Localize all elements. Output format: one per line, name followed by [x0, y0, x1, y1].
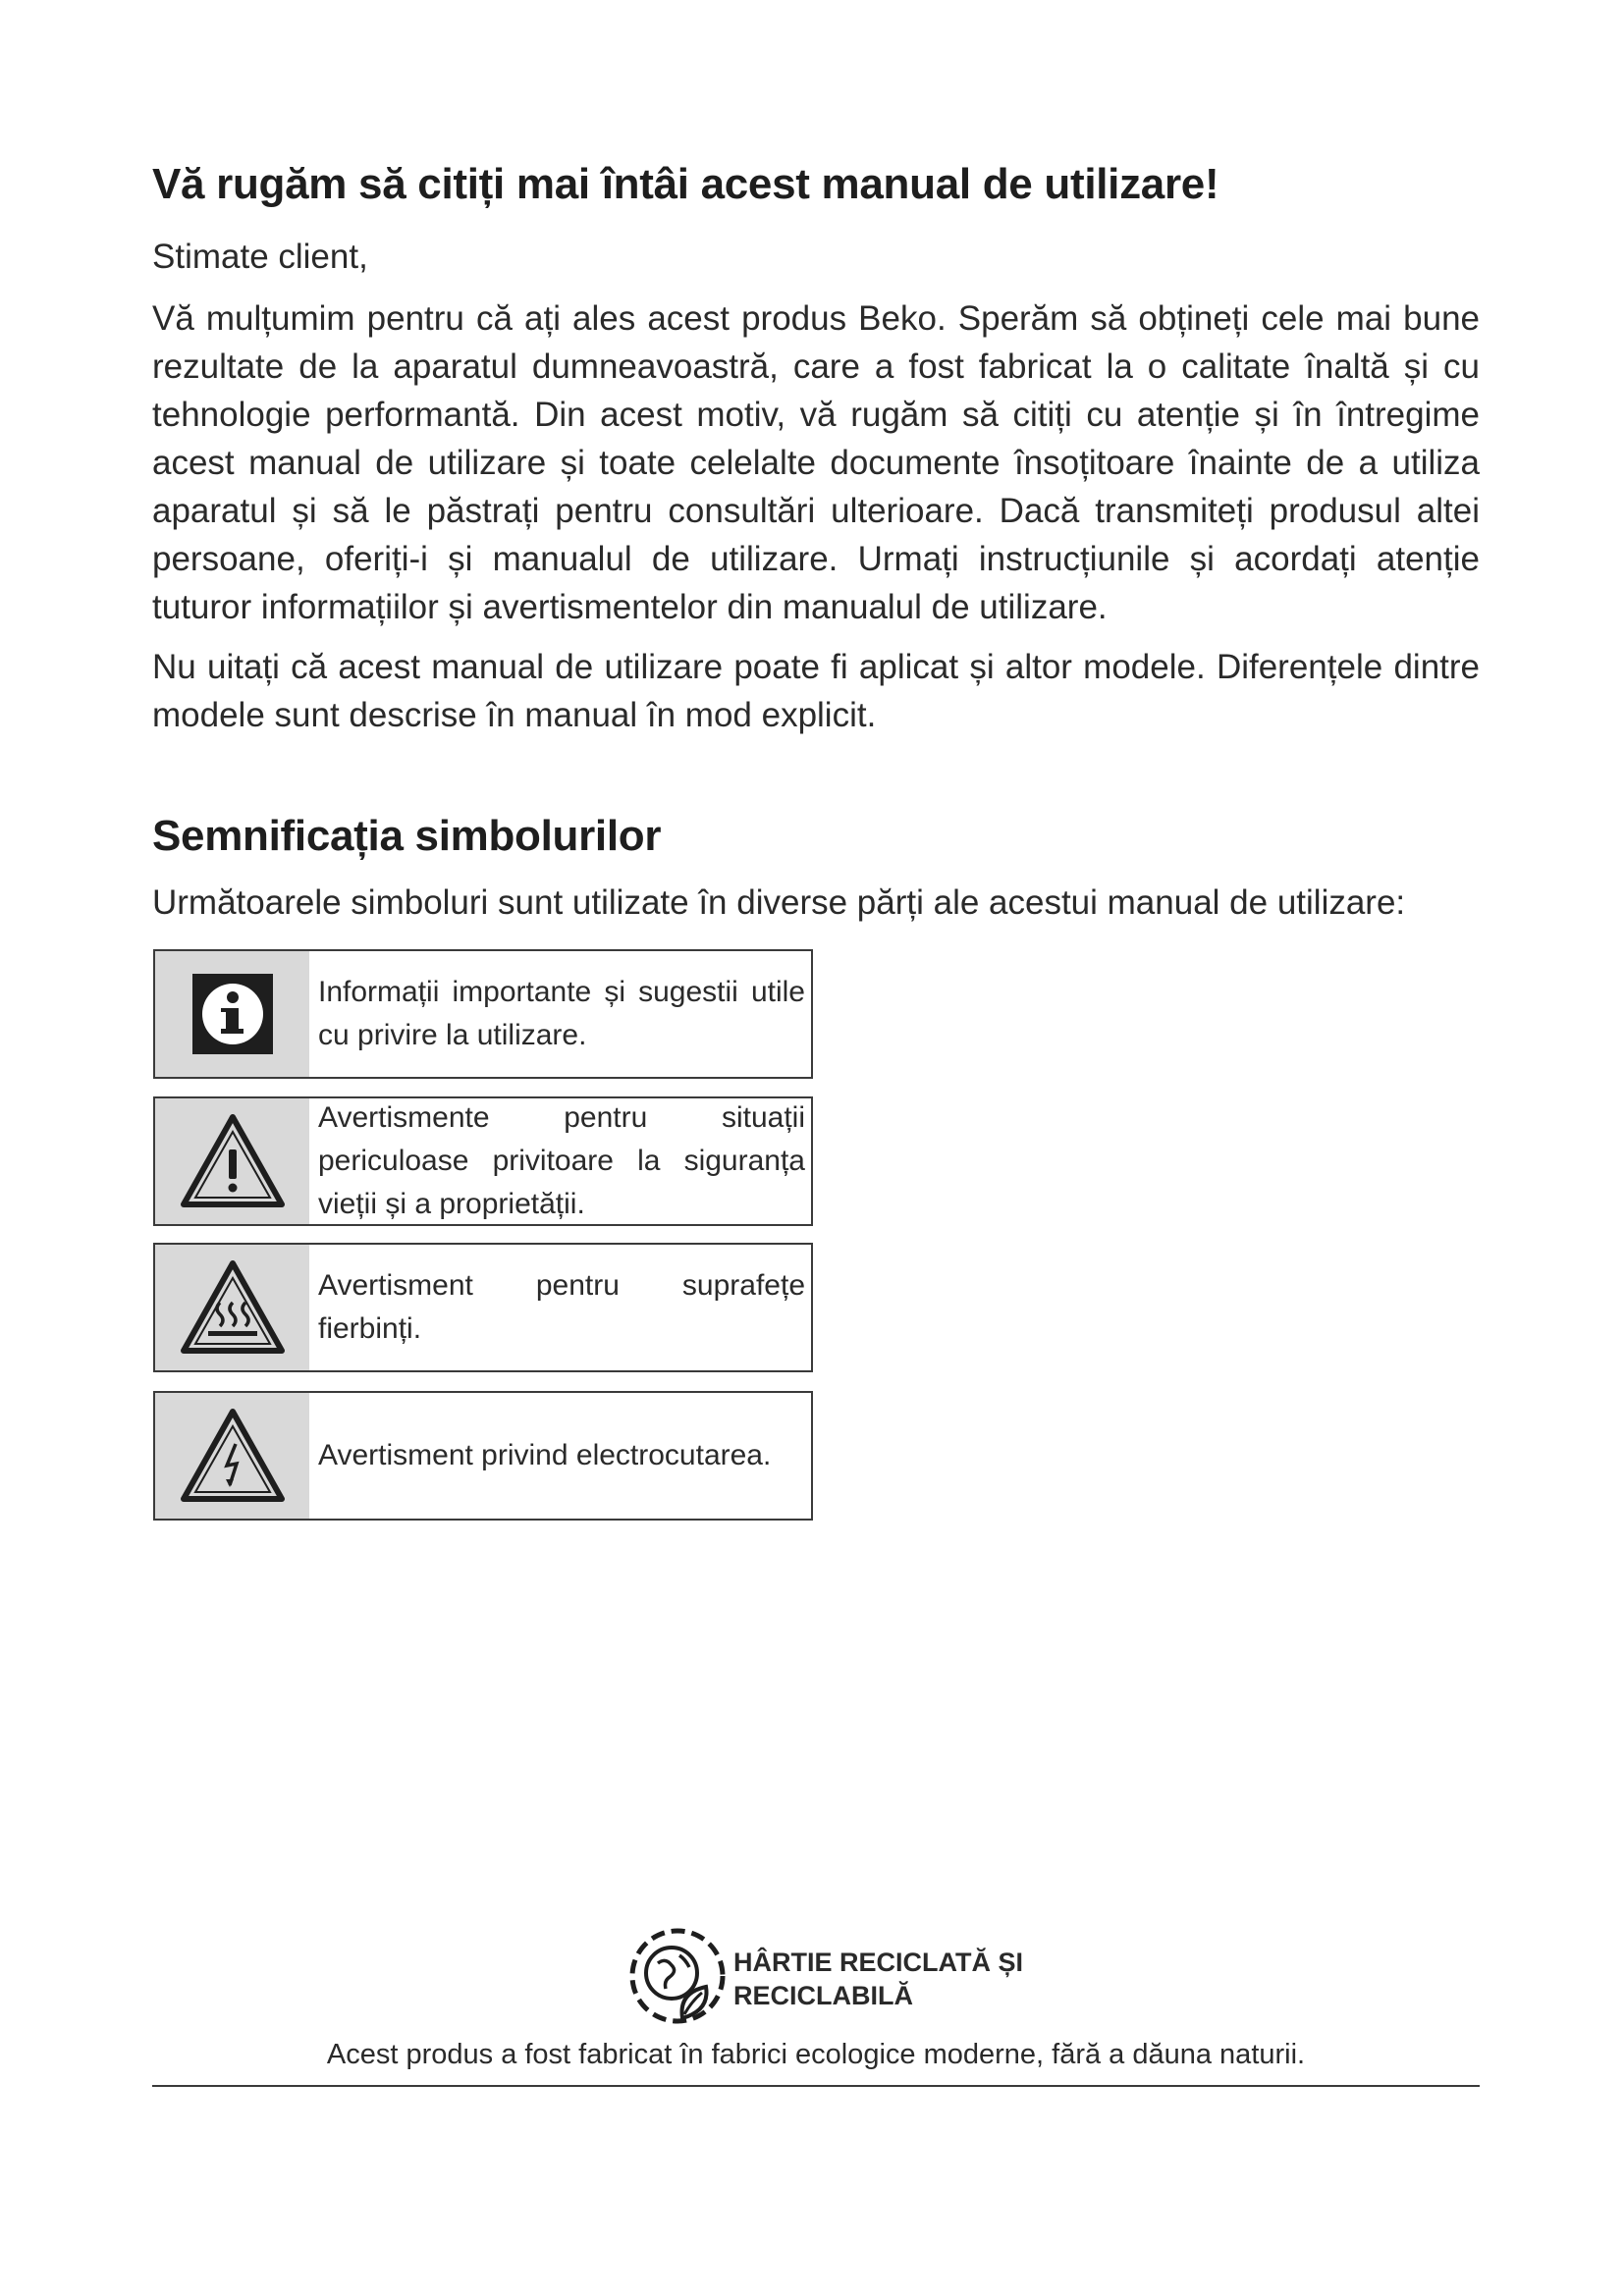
symbols-intro: Următoarele simboluri sunt utilizate în diverse părți ale acestui manual de utilizare: [152, 883, 1406, 922]
symbol-text-warning: Avertismente pentru situații periculoase privitoare la siguranța vieții și a proprietății. [318, 1101, 805, 1220]
symbol-row-warning [153, 1096, 813, 1226]
info-icon [155, 951, 309, 1077]
symbol-text-electric-shock: Avertisment privind electrocutarea. [318, 1439, 772, 1471]
symbols-heading: Semnificația simbolurilor [152, 812, 662, 860]
recycle-globe-leaf-icon [625, 1924, 730, 2028]
recycled-paper-badge [625, 1924, 1038, 2042]
symbol-text-hot-surface: Avertisment pentru suprafețe fierbinți. [318, 1269, 805, 1345]
hot-surface-icon [155, 1245, 309, 1370]
symbol-text-info: Informații importante și sugestii utile cu privire la utilizare. [318, 976, 805, 1051]
warning-icon [155, 1098, 309, 1224]
electric-shock-icon [155, 1393, 309, 1519]
models-paragraph: Nu uitați că acest manual de utilizare poate fi aplicat și altor modele. Diferențele dintre modele sunt descrise în manual în mod explicit. [152, 648, 1480, 734]
greeting: Stimate client, [152, 238, 368, 276]
recycled-paper-label: HÂRTIE RECICLATĂ ȘI RECICLABILĂ [733, 1948, 1023, 2010]
symbol-row-hot-surface [153, 1243, 813, 1372]
footer-note: Acest produs a fost fabricat în fabrici ecologice moderne, fără a dăuna naturii. [326, 2039, 1306, 2070]
symbol-row-info [153, 949, 813, 1079]
footer-divider [152, 2085, 1480, 2087]
symbol-row-electric-shock [153, 1391, 813, 1521]
intro-paragraph: Vă mulțumim pentru că ați ales acest produs Beko. Sperăm să obțineți cele mai bune rezultate de la aparatul dumneavoastră, care a fost fabricat la o calitate înaltă și cu tehnologie performantă. Din acest motiv, vă rugăm să citiți cu atenție și în întregime acest manual de utilizare și toate celelalte documente însoțitoare înainte de a utiliza aparatul și să le păstrați pentru consultări ulterioare. Dacă transmiteți produsul altei persoane, oferiți-i și manualul de utilizare. Urmați instrucțiunile și acordați atenție tuturor informațiilor și avertismentelor din manualul de utilizare. [152, 299, 1480, 626]
page-title: Vă rugăm să citiți mai întâi acest manual de utilizare! [152, 160, 1219, 208]
